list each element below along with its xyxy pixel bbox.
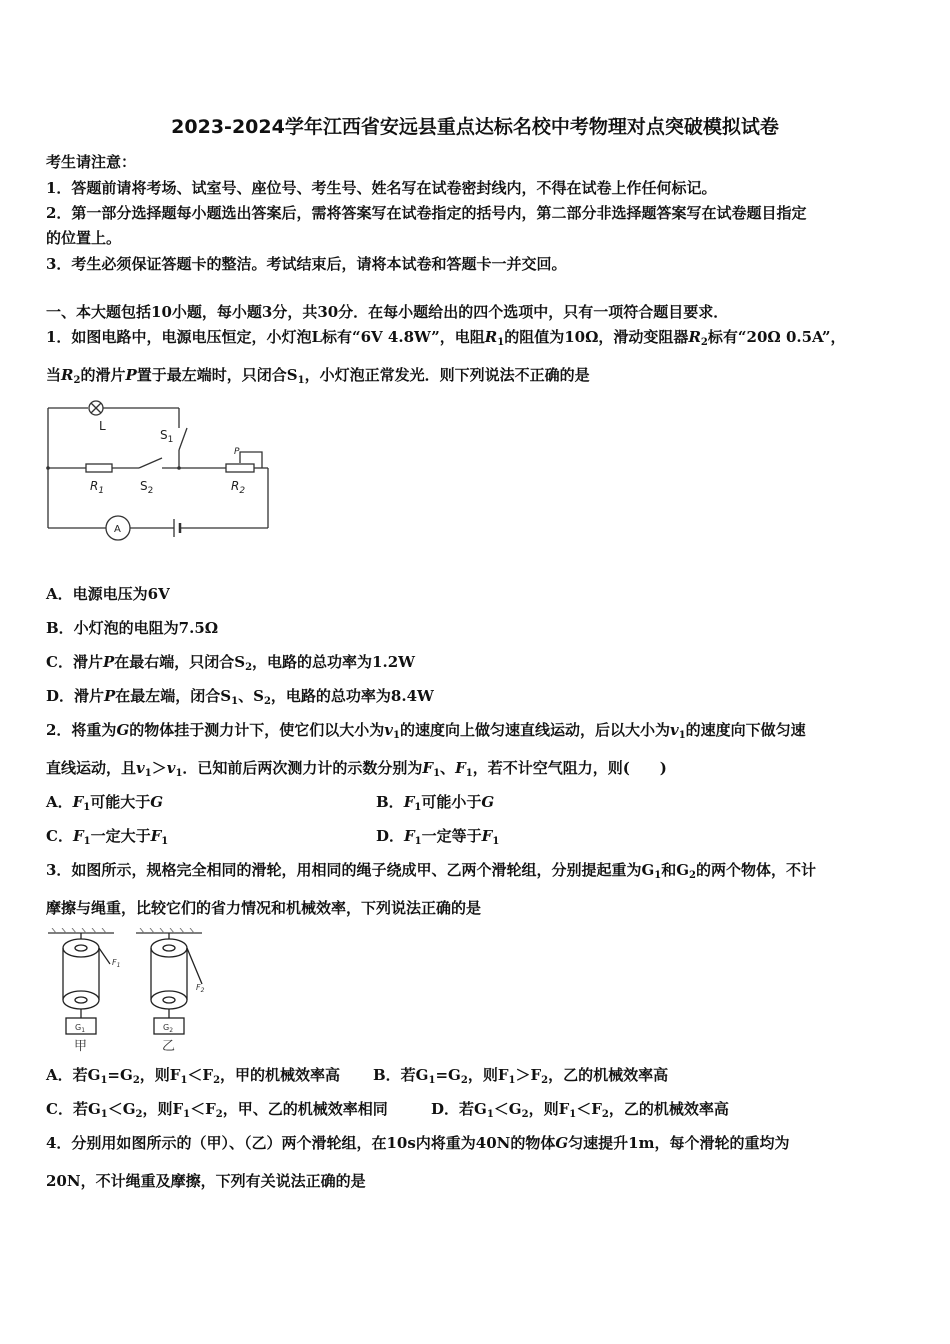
q3-fig-label-G2: $G_2$: [163, 1023, 174, 1034]
q2-option-c: C．$F_1$一定大于$F_1$: [46, 827, 169, 847]
circuit-label-L: L: [99, 419, 106, 433]
circuit-label-S2: $S_2$: [140, 479, 154, 496]
notice-item-2: 2．第一部分选择题每小题选出答案后，需将答案写在试卷指定的括号内，第二部分非选择题答案写在试卷题目指定: [46, 204, 807, 222]
q1-option-d: D．滑片P在最左端，闭合$S_1$、$S_2$，电路的总功率为8.4W: [46, 687, 434, 707]
section-heading: 一、本大题包括10小题，每小题3分，共30分．在每小题给出的四个选项中，只有一项符合题目要求．: [46, 303, 729, 321]
q1-option-c: C．滑片P在最右端，只闭合$S_2$，电路的总功率为1.2W: [46, 653, 415, 673]
q3-fig-label-F2: $F_2$: [196, 983, 205, 994]
circuit-label-P: P: [234, 447, 240, 457]
notice-item-1: 1．答题前请将考场、试室号、座位号、考生号、姓名写在试卷密封线内，不得在试卷上作任何标记。: [46, 179, 717, 197]
q3-fig-label-G1: $G_1$: [75, 1023, 86, 1034]
q3-pulley-diagram: [46, 928, 216, 1054]
q2-option-b: B．$F_1$可能小于G: [376, 793, 495, 813]
q1-stem-line-1: 1．如图电路中，电源电压恒定，小灯泡L标有“6V 4.8W”，电阻$R_1$的阻值为10Ω，滑动变阻器$R_2$标有“20Ω 0.5A”，: [46, 328, 846, 348]
q3-option-a: A．若$G_1=G_2$，则$F_1<F_2$，甲的机械效率高: [46, 1066, 341, 1086]
page-title: 2023-2024学年江西省安远县重点达标名校中考物理对点突破模拟试卷: [171, 116, 779, 138]
q3-option-d: D．若$G_1<G_2$，则$F_1<F_2$，乙的机械效率高: [431, 1100, 729, 1120]
ammeter-label: A: [114, 524, 121, 535]
q3-option-b: B．若$G_1=G_2$，则$F_1>F_2$，乙的机械效率高: [373, 1066, 669, 1086]
q2-option-d: D．$F_1$一定等于$F_1$: [376, 827, 500, 847]
circuit-label-S1: $S_1$: [160, 428, 174, 445]
notice-item-3: 3．考生必须保证答题卡的整洁。考试结束后，请将本试卷和答题卡一并交回。: [46, 255, 567, 273]
q3-fig-label-yi: 乙: [162, 1039, 176, 1054]
q1-circuit-diagram: [44, 398, 276, 548]
q2-stem-line-2: 直线运动，且$v_1>v_1$．已知前后两次测力计的示数分别为$F_1$、$F_1$，若不计空气阻力，则( ): [46, 759, 667, 779]
q3-option-c: C．若$G_1<G_2$，则$F_1<F_2$，甲、乙的机械效率相同: [46, 1100, 388, 1120]
q1-option-a: A．电源电压为6V: [46, 585, 170, 603]
circuit-label-R1: $R_1$: [90, 479, 105, 496]
q3-stem-line-1: 3．如图所示，规格完全相同的滑轮，用相同的绳子绕成甲、乙两个滑轮组，分别提起重为$G_1$和$G_2$的两个物体，不计: [46, 861, 817, 881]
q3-stem-line-2: 摩擦与绳重，比较它们的省力情况和机械效率，下列说法正确的是: [46, 899, 482, 917]
q4-stem-line-1: 4．分别用如图所示的（甲）、（乙）两个滑轮组，在10s内将重为40N的物体G匀速提升1m，每个滑轮的重均为: [46, 1134, 790, 1152]
q1-stem-line-2: 当$R_2$的滑片P置于最左端时，只闭合$S_1$，小灯泡正常发光．则下列说法不正确的是: [46, 366, 590, 386]
circuit-label-R2: $R_2$: [231, 479, 246, 496]
notice-item-2-cont: 的位置上。: [46, 229, 122, 247]
q3-fig-label-jia: 甲: [74, 1039, 88, 1054]
q2-stem-line-1: 2．将重为G的物体挂于测力计下，使它们以大小为$v_1$的速度向上做匀速直线运动，后以大小为$v_1$的速度向下做匀速: [46, 721, 806, 741]
q3-fig-label-F1: $F_1$: [112, 958, 121, 969]
q4-stem-line-2: 20N，不计绳重及摩擦，下列有关说法正确的是: [46, 1172, 366, 1190]
notice-heading: 考生请注意：: [46, 153, 137, 171]
q1-option-b: B．小灯泡的电阻为7.5Ω: [46, 619, 219, 637]
q2-option-a: A．$F_1$可能大于G: [46, 793, 164, 813]
